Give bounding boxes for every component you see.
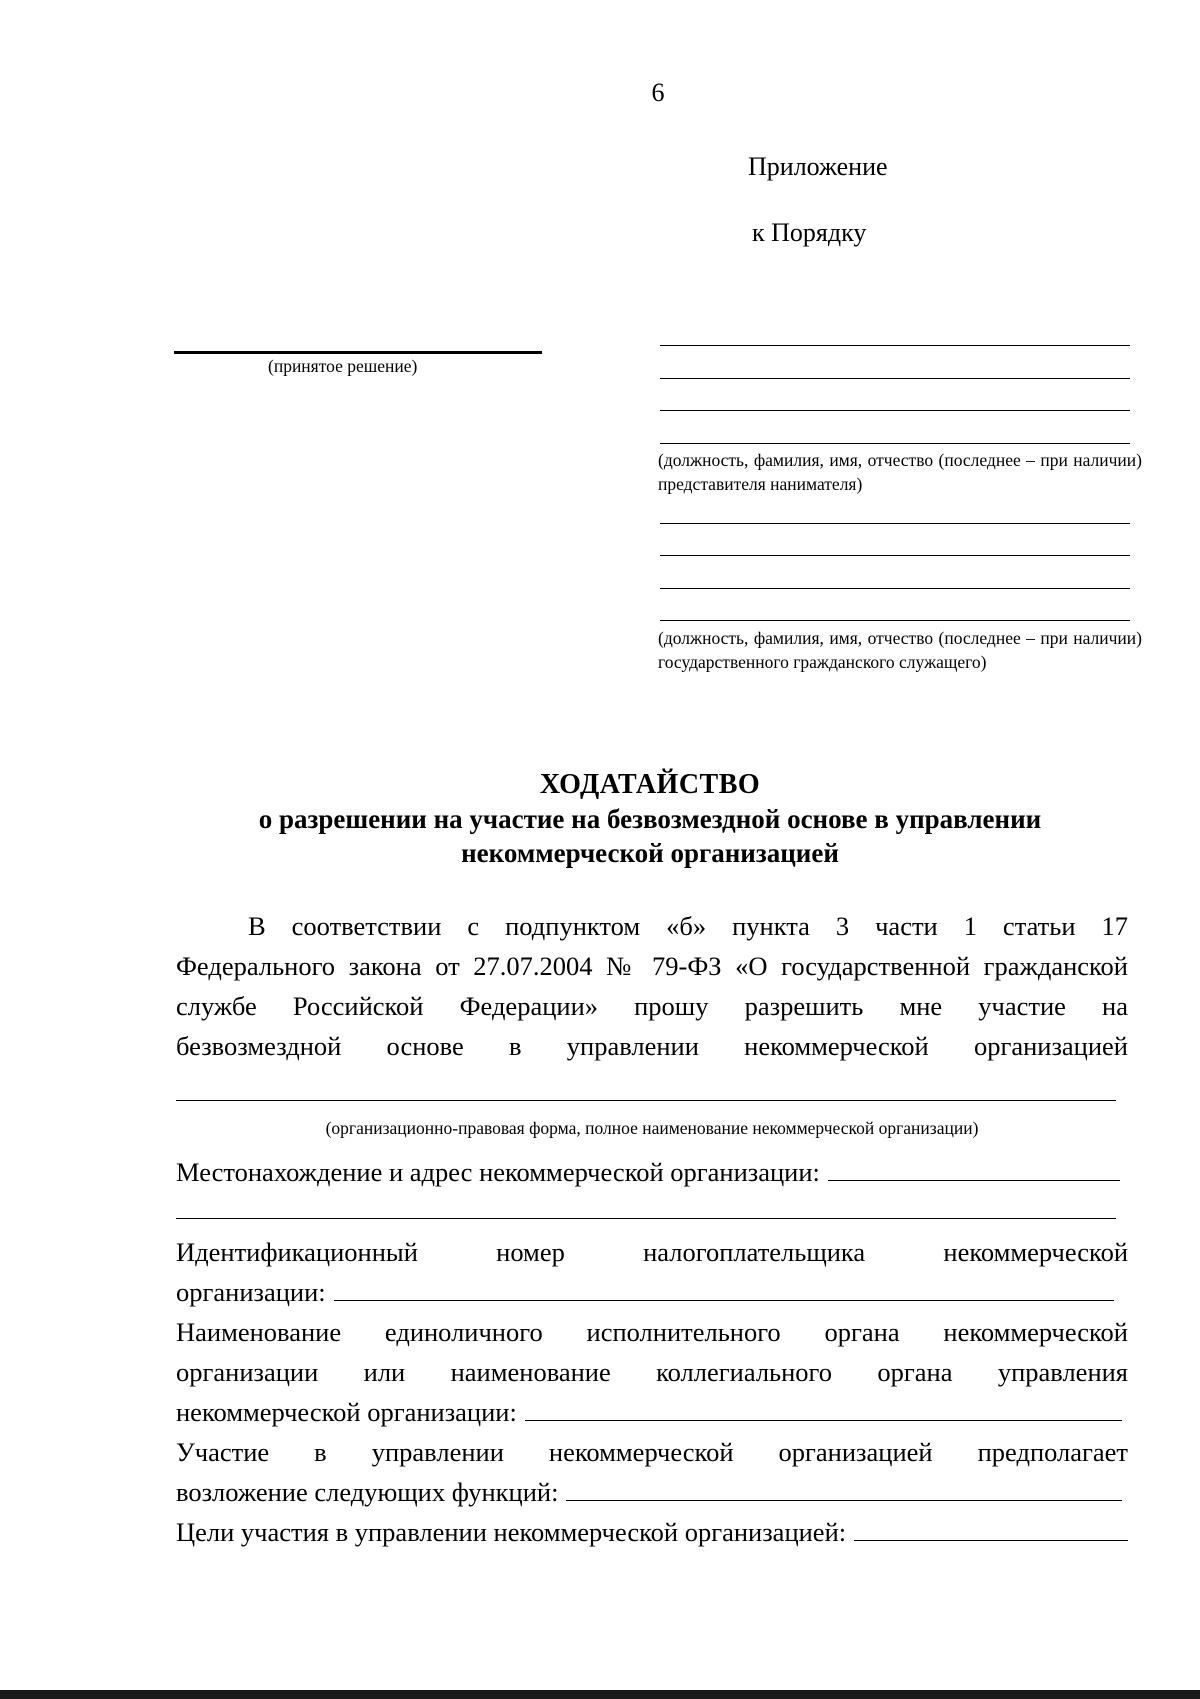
goals-blank[interactable] bbox=[854, 1514, 1128, 1541]
title-sub-2: некоммерческой организацией bbox=[461, 838, 839, 868]
document-title bbox=[175, 768, 1125, 870]
location-line-2[interactable] bbox=[176, 1218, 1116, 1219]
org-caption: (организационно-правовая форма, полное наименование некоммерческой организации) bbox=[325, 1118, 979, 1138]
functions-blank[interactable] bbox=[566, 1474, 1122, 1501]
body-name-blank[interactable] bbox=[525, 1394, 1122, 1421]
decision-caption: (принятое решение) bbox=[268, 356, 418, 376]
body-name-line-2: организации или наименование коллегиального органа управления bbox=[176, 1357, 1128, 1387]
paragraph-line-3: службе Российской Федерации» прошу разрешить мне участие на bbox=[176, 991, 1128, 1021]
page-number: 6 bbox=[651, 78, 665, 107]
body-name-line-1: Наименование единоличного исполнительного органа некоммерческой bbox=[176, 1317, 1128, 1347]
employer-caption: (должность, фамилия, имя, отчество (последнее – при наличии) представителя нанимателя) bbox=[658, 450, 1142, 494]
inn-blank[interactable] bbox=[334, 1274, 1114, 1301]
location-extra-row bbox=[176, 1192, 1128, 1232]
paragraph-line-2: Федерального закона от 27.07.2004 № 79-ФЗ «О государственной гражданской bbox=[176, 951, 1128, 981]
body-name-line-3: некоммерческой организации: bbox=[176, 1397, 517, 1427]
annex-title: Приложение bbox=[748, 152, 888, 181]
request-paragraph bbox=[176, 906, 1128, 1066]
paragraph-line-4: безвозмездной основе в управлении некоммерческой организацией bbox=[176, 1031, 1128, 1061]
inn-label-line-1: Идентификационный номер налогоплательщика некоммерческой bbox=[176, 1237, 1128, 1267]
location-field bbox=[176, 1152, 1128, 1192]
functions-line-2: возложение следующих функций: bbox=[176, 1477, 559, 1507]
inn-label-line-2: организации: bbox=[176, 1277, 326, 1307]
location-label: Местонахождение и адрес некоммерческой организации: bbox=[176, 1157, 820, 1187]
org-name-line[interactable] bbox=[176, 1100, 1116, 1101]
body-name-field bbox=[176, 1392, 1128, 1432]
title-main: ХОДАТАЙСТВО bbox=[539, 769, 761, 800]
employer-line-2 bbox=[660, 378, 1130, 379]
scan-edge bbox=[0, 1690, 1200, 1699]
location-blank[interactable] bbox=[828, 1154, 1120, 1181]
annex-reference: к Порядку bbox=[752, 218, 867, 247]
functions-line-1: Участие в управлении некоммерческой организацией предполагает bbox=[176, 1437, 1128, 1467]
servant-line-1 bbox=[660, 523, 1130, 524]
employer-line-1 bbox=[660, 345, 1130, 346]
goals-label: Цели участия в управлении некоммерческой организацией: bbox=[176, 1517, 847, 1547]
decision-line bbox=[174, 351, 542, 354]
form-fields bbox=[176, 1152, 1128, 1552]
employer-line-4 bbox=[660, 443, 1130, 444]
paragraph-line-1: В соответствии с подпунктом «б» пункта 3 части 1 статьи 17 bbox=[248, 911, 1128, 941]
servant-caption: (должность, фамилия, имя, отчество (последнее – при наличии) государственного гражданского служащего) bbox=[658, 628, 1142, 672]
inn-field bbox=[176, 1272, 1128, 1312]
employer-line-3 bbox=[660, 410, 1130, 411]
servant-line-4 bbox=[660, 620, 1130, 621]
goals-field bbox=[176, 1512, 1128, 1552]
title-sub-1: о разрешении на участие на безвозмездной основе в управлении bbox=[258, 804, 1042, 834]
servant-line-3 bbox=[660, 588, 1130, 589]
servant-line-2 bbox=[660, 555, 1130, 556]
functions-field bbox=[176, 1472, 1128, 1512]
